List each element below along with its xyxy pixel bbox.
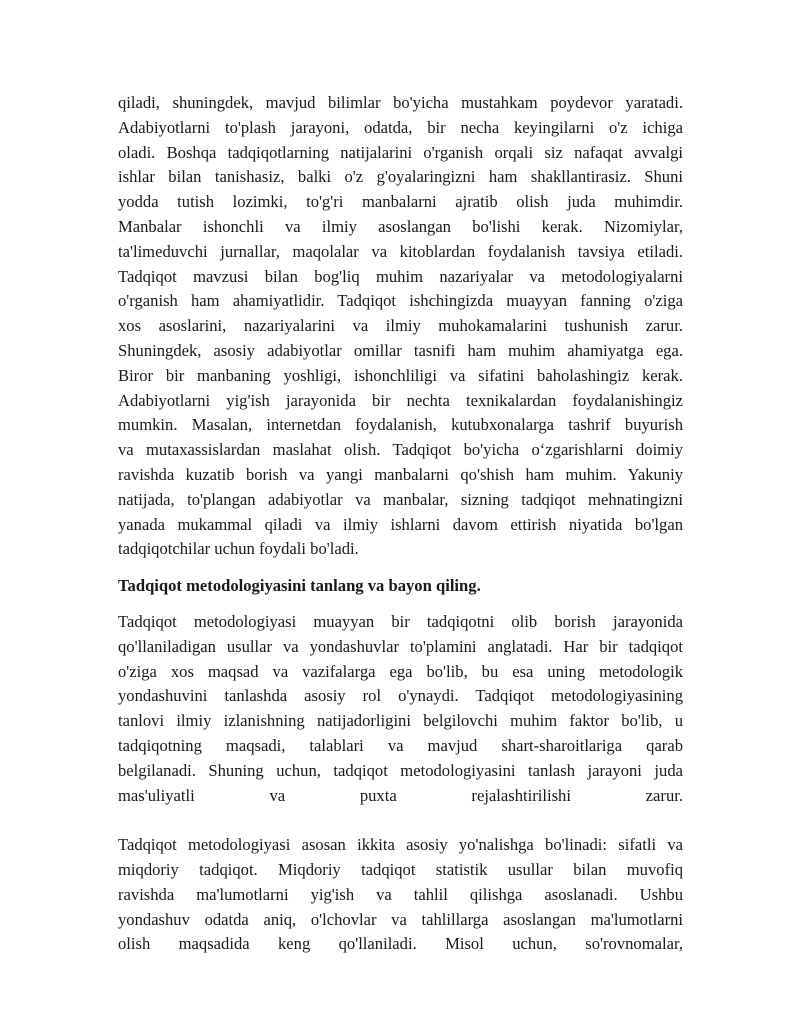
- text-line: yondashuvini tanlashda asosiy rol o'ynaydi. Tadqiqot metodologiyasining: [118, 686, 683, 706]
- text-line: va mutaxassislardan maslahat olish. Tadqiqot bo'yicha o‘zgarishlarni doimiy: [118, 440, 683, 460]
- text-line: qiladi, shuningdek, mavjud bilimlar bo'yicha mustahkam poydevor yaratadi.: [118, 93, 683, 112]
- text-line: Adabiyotlarni yig'ish jarayonida bir nechta texnikalardan foydalanishingiz: [118, 390, 683, 410]
- paragraph-spacer: [118, 808, 683, 833]
- text-line: belgilanadi. Shuning uchun, tadqiqot metodologiyasini tanlash jarayoni juda: [118, 760, 683, 780]
- text-line: Tadqiqot mavzusi bilan bog'liq muhim nazariyalar va metodologiyalarni: [118, 266, 683, 286]
- text-line: yondashuv odatda aniq, o'lchovlar va tahlillarga asoslangan ma'lumotlarni: [118, 909, 683, 929]
- text-line: miqdoriy tadqiqot. Miqdoriy tadqiqot statistik usullar bilan muvofiq: [118, 859, 683, 879]
- text-line: Adabiyotlarni to'plash jarayoni, odatda, bir necha keyingilarni o'z ichiga: [118, 117, 683, 137]
- text-line: qo'llaniladigan usullar va yondashuvlar to'plamini anglatadi. Har bir tadqiqot: [118, 636, 683, 656]
- section-heading: Tadqiqot metodologiyasini tanlang va bayon qiling.: [118, 576, 481, 596]
- text-line: oladi. Boshqa tadqiqotlarning natijalarini o'rganish orqali siz nafaqat avvalgi: [118, 142, 683, 162]
- text-line: Tadqiqot metodologiyasi muayyan bir tadqiqotni olib borish jarayonida: [118, 611, 683, 631]
- text-line: yanada mukammal qiladi va ilmiy ishlarni davom ettirish niyatida bo'lgan: [118, 514, 683, 534]
- text-line: Biror bir manbaning yoshligi, ishonchliligi va sifatini baholashingiz kerak.: [118, 365, 683, 385]
- text-line: olish maqsadida keng qo'llaniladi. Misol uchun, so'rovnomalar,: [118, 934, 683, 954]
- text-line: o'ziga xos maqsad va vazifalarga ega bo'lib, bu esa uning metodologik: [118, 661, 683, 681]
- text-line: mumkin. Masalan, internetdan foydalanish, kutubxonalarga tashrif buyurish: [118, 415, 683, 435]
- text-line: ishlar bilan tanishasiz, balki o'z g'oyalaringizni ham shakllantirasiz. Shuni: [118, 167, 683, 187]
- paragraph-methodology-types: [118, 833, 683, 957]
- text-line: Manbalar ishonchli va ilmiy asoslangan bo'lishi kerak. Nizomiylar,: [118, 216, 683, 236]
- text-line: ravishda kuzatib borish va yangi manbalarni qo'shish ham muhim. Yakuniy: [118, 464, 683, 484]
- text-line: tadqiqotchilar uchun foydali bo'ladi.: [118, 539, 359, 559]
- text-line: tadqiqotning maqsadi, talablari va mavjud shart-sharoitlariga qarab: [118, 735, 683, 755]
- paragraph-literature: [118, 91, 683, 562]
- text-line: mas'uliyatli va puxta rejalashtirilishi zarur.: [118, 785, 683, 805]
- document-page: [118, 91, 683, 957]
- text-line: o'rganish ham ahamiyatlidir. Tadqiqot ishchingizda muayyan fanning o'ziga: [118, 291, 683, 311]
- text-line: yodda tutish lozimki, to'g'ri manbalarni ajratib olish juda muhimdir.: [118, 192, 683, 212]
- text-line: natijada, to'plangan adabiyotlar va manbalar, sizning tadqiqot mehnatingizni: [118, 489, 683, 509]
- text-line: ravishda ma'lumotlarni yig'ish va tahlil qilishga asoslanadi. Ushbu: [118, 884, 683, 904]
- text-line: tanlovi ilmiy izlanishning natijadorligini belgilovchi muhim faktor bo'lib, u: [118, 711, 683, 731]
- text-line: Shuningdek, asosiy adabiyotlar omillar tasnifi ham muhim ahamiyatga ega.: [118, 340, 683, 360]
- text-line: xos asoslarini, nazariyalarini va ilmiy muhokamalarini tushunish zarur.: [118, 316, 683, 336]
- text-line: Tadqiqot metodologiyasi asosan ikkita asosiy yo'nalishga bo'linadi: sifatli va: [118, 835, 683, 855]
- text-line: ta'limeduvchi jurnallar, maqolalar va kitoblardan foydalanish tavsiya etiladi.: [118, 241, 683, 261]
- paragraph-methodology: [118, 610, 683, 808]
